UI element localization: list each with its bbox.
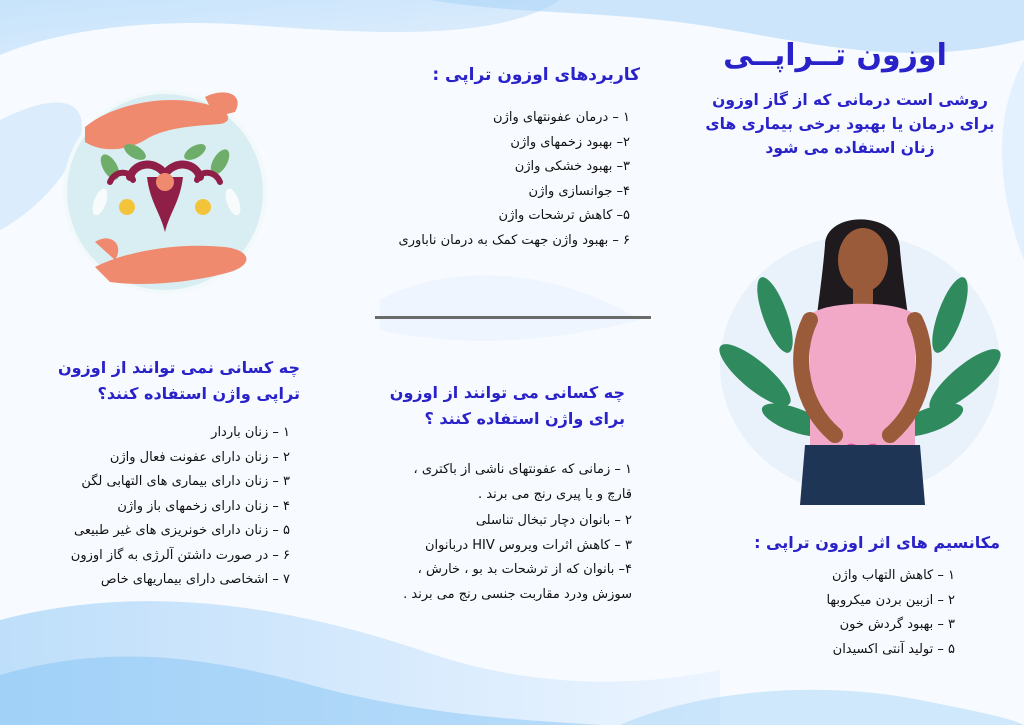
list-item: ۴– بانوان که از ترشحات بد بو ، خارش ، سوزش ودرد مقاربت جنسی رنج می برند . <box>403 562 632 602</box>
uses-heading: کاربردهای اوزون تراپی : <box>432 65 640 85</box>
cannot-section <box>35 355 300 593</box>
list-item: ۴– جوانسازی واژن <box>528 183 630 199</box>
who-can-heading: چه کسانی می توانند از اوزون برای واژن استفاده کنند ؟ <box>389 383 625 428</box>
who-can-list <box>385 458 632 607</box>
uses-section <box>370 62 640 253</box>
list-item: ۳ – زنان دارای بیماری های التهابی لگن <box>81 474 290 489</box>
list-item: ۵ – زنان دارای خونریزی های غیر طبیعی <box>74 523 290 538</box>
woman-illustration <box>715 205 1005 510</box>
uses-list <box>370 106 630 253</box>
mechanism-heading: مکانسیم های اثر اوزون تراپی : <box>754 533 1000 552</box>
list-item: ۶ – بهبود واژن جهت کمک به درمان ناباوری <box>398 232 630 248</box>
mechanism-section <box>740 530 1000 662</box>
list-item: ۱ – درمان عفونتهای واژن <box>493 110 630 125</box>
mechanism-list <box>740 564 955 662</box>
list-item: ۲ – ازبین بردن میکروبها <box>826 592 955 608</box>
list-item: ۴ – زنان دارای زخمهای باز واژن <box>117 498 290 514</box>
list-item: ۱ – زنان باردار <box>211 425 290 440</box>
list-item: ۵ – تولید آنتی اکسیدان <box>832 641 955 657</box>
list-item: ۲ – بانوان دچار تبخال تناسلی <box>475 513 632 528</box>
list-item: ۳– بهبود خشکی واژن <box>514 159 630 174</box>
main-title: اوزون تــراپــی <box>723 38 947 73</box>
uterus-illustration <box>55 82 285 302</box>
list-item: ۵– کاهش ترشحات واژن <box>498 208 630 223</box>
list-item: ۶ – در صورت داشتن آلرژی به گاز اوزون <box>70 547 290 563</box>
list-item: ۱ – زمانی که عفونتهای ناشی از باکتری ، قارچ و یا پیری رنج می برند . <box>413 462 632 502</box>
who-can-section <box>385 380 640 607</box>
list-item: ۳ – بهبود گردش خون <box>839 617 955 632</box>
cannot-list <box>35 421 290 593</box>
list-item: ۱ – کاهش التهاب واژن <box>832 568 955 583</box>
intro-text: روشی است درمانی که از گاز اوزون برای درمان یا بهبود برخی بیماری های زنان استفاده می شود <box>705 91 995 157</box>
cannot-heading: چه کسانی نمی توانند از اوزون تراپی واژن استفاده کنند؟ <box>57 358 300 403</box>
list-item: ۲ – زنان دارای عفونت فعال واژن <box>109 449 290 465</box>
section-divider <box>375 316 651 319</box>
list-item: ۲– بهبود زخمهای واژن <box>510 134 630 150</box>
list-item: ۷ – اشخاصی دارای بیماریهای خاص <box>100 572 290 587</box>
list-item: ۳ – کاهش اثرات ویروس HIV دربانوان <box>425 537 632 553</box>
